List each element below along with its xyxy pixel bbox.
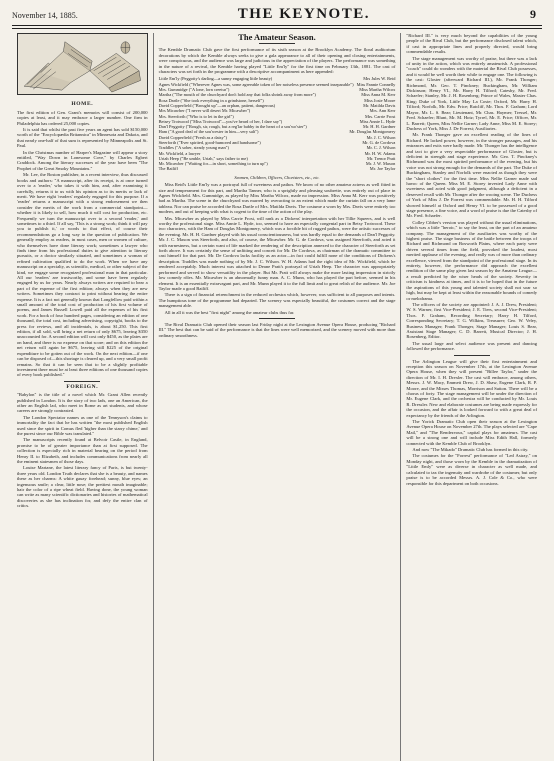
cast-actor: Miss Josie Moore [364,97,396,103]
cast-actor: Mr. Joe Taylor [369,166,396,172]
header-rule [12,25,542,29]
cast-actor: Mr. C. J. Wilson [366,145,396,151]
article-paragraph: And now "The Mikado" Dramatic Club has formed in this city. [412,447,529,453]
column-1 [12,33,153,761]
cast-role: Mrs Micawber ("I never will desert Mr. Micawber") [158,108,251,114]
cast-actor: Mr. G. de Cordova [362,140,396,145]
cast-actor: Mr. H. H. Gardner [362,124,396,130]
article-paragraph: "Babylon" is the title of a novel which Mr. Grant Allen recently published in London. It is the story of two lads, one an American, the other an English lad, who meet in Rome as art students, and whose careers are strongly contrasted. [17,392,148,414]
cast-role: David Copperfield ("Fresh as a daisy") [158,134,227,140]
column-2 [153,33,401,761]
column-3 [400,33,542,761]
article-paragraph: Louise Martane, the latest literary fancy of Paris, is but twenty-three years old. London Truth declares that she is a beauty, and names these as her charms: A white gauzy forehead; sunny, blue eyes; an ingenuous smile; a clear, little nose; the prettiest mouth imaginable; hair the color of a ripe wheat field. Having done, the young woman can write as many scientific dictionaries and histories of mathematical discoveries as she has inclination for, and defy the entire clan of critics. [17,465,148,509]
article-paragraph: The stage management was worthy of praise, but there was a lack of unity in the action, which was entirely amateurish. A professional "coach" could do wonders with the material the Rival Club possesses, and it would be well worth their while to engage one. The following is the cast: Gloster (afterward Richard III.), Mr. Frank Thonger; Richmond, Mr. Geo. T. Pinckney; Buckingham, Mr. William Dickinson; Henry VI., Mr. Harry H. Tilford; Catesby, Mr. Fred. Schaefer; Stanley, Mr. J. H. Rosenberg; Prince of Wales, Master Chas. King; Duke of York, Little May La Coste; Oxford, Mr. Harry H. Tilford; Norfolk, Mr. Edw. Price; Ratcliff, Mr. Thos. F. Graham; Lord Mayor, Mr. L. S. Bear; Lieutenant, Mr. Chas. Haymer; Tressel, Mr. Fred. Schaefer; Blunt, Mr. M. Hotz; Tyrrel, Mr. E. Price; Officer, Mr. L. Barrett; Queen, Miss Nellie Garner; Lady Anne, Miss M. E. Storey; Duchess of York, Miss J. De Forrest; Auxiliaries. [406,55,537,131]
cast-role: Betsey Trotwood ("Miss Trotwood"—you've heard of her, I dare say") [158,118,283,124]
article-paragraph: The manuscripts recently found at Belvoir Castle, in England, promise to be of greater importance than at first supposed. The collection is especially rich in material bearing on the period from Henry II. to Elizabeth, and includes communications from nearly all the eminent statesmen of those days. [17,437,148,464]
section-divider [454,355,490,356]
article-heading: The Amateur Season. [238,32,316,42]
cast-role: David Copperfield ("Brought up"—an orphan, patient, dangerous) [158,102,276,108]
cast-row [159,166,396,171]
cast-note: Seamen, Children, Officers, Choristers, etc., etc. [234,174,320,180]
cast-actor: Mrs Jules W. Reid [363,76,396,82]
article-paragraph: The usual large and select audience was present and dancing followed the performance. [406,340,537,352]
article-paragraph: It is said that whilst the past five years an agent has sold $150,000 worth of the "Encyclopædia Britannica" in Minnesota and Dakota, and that nearly one-half of that sum is represented by Minneapolis and St. Paul. [17,127,148,149]
cast-list [159,76,396,171]
cast-actor: Mr. Douglas Montgomery [349,129,396,135]
cast-actor: Mr. Trenor Pratt [366,155,396,161]
article-paragraph: There is a sign of financial retrenchment in the reduced orchestra which, however, was sufficient to all purposes and intents. The humptious tone of the programme had departed. The scenery was especially beautiful, the costumes correct and the stage management able. [158,292,396,309]
article-paragraph: Mrs. Micawber as played by Miss Carrie Frost, will rank as a Dickens' interpretation with her Tillie Squeers, and is well worthy the professional stage. Miss Annie L. Hyde, too, seemed to have an especially congenial part in Betsy Trotwood. These two characters, with the Ham of Douglas Montgomery, which was a forcible bit of rugged pathos, were the artistic successes of the evening. Mr. H. H. Gardner played with his usual conscientiousness, but was hardly equal to the demands of Dan'l Peggotty. Mr. J. C. Maxon was Steerforth, and also, of course, the Micawber. Mr. G. de Cordova, was assigned Steerforth, and acted it with earnestness, but a certain want of life marked the rendering of the description annexed to the character of Steerforth as set forth above. It was certainly the sense of unfitting and conceit for Mr. De Cordova, as chairman of the dramatic committee to cast himself for that part. Mr. De Cordova lacks facility as an actor—in fact could fulfill none of the conditions of Dickens's description. Traddles was made nothing of by Mr. J. C. Wilson. W. H. Adams had the right idea of Mr. Wickfield, which he rendered acceptably. Much interest was attached to Deane Pratt's portrayal of Uriah Heep. The character was appropriately performed and served to show versatility in the player. But Mr. Pratt will always make the more lasting impression in strictly low comedy rôles. Mr. Micawber is an abnormally funny man. A. C. Munn, who has played the part before, seemed in his element. It is an essentially extravagant part, and Mr. Munn played it to the full limit and to great relish of the audience. Mr. Joe Taylor made a good Bailiff. [158,215,396,291]
cast-role: Mr. Wickfield, a lawyer [158,150,201,156]
cast-role: Traddles ("A sober, steady young man") [158,145,229,151]
article-paragraph: In the Christmas number of Harper's Magazine will appear a story entitled, "Way Down in Lonesome Cove," by Charles Egbert Craddock. Among the literary successes of the year have been "The Prophet of the Great Smoky Mountains." [17,149,148,171]
cast-actor: Miss Martha Wilcox [359,87,396,93]
article-paragraph: The officers of the society are appointed: J. A. J. Drew, President; W. S. Warner, first Vice-President; J. E. Tiers, second Vice-President; Thos. F. Graham, Recording Secretary; Harry H. Tilford, Corresponding Secretary; T. G. Wilkins, Treasurer; Geo. W. Veley, Business Manager; Frank Thonger, Stage Manager; Louis S. Bear, Assistant Stage Manager; C. D. Barrett, Musical Director; J. H. Rosenberg, Editor. [406,301,537,340]
cast-role: Mr. Micawber ("Waiting for—in short, something to turn up") [158,161,268,167]
cast-role: Little Em'ly (Peggotty's darling—a sunny engaging little beauty) [158,76,273,82]
article-paragraph: All in all it was the best "first night" among the amateur clubs thus far. [164,309,295,315]
article-paragraph: "Richard III." is very much beyond the capabilities of the young people of the Rival Club, but the performance disclosed talent which, if cast in appropriate lines and properly directed, would bring commendable results. [406,33,537,55]
article-paragraph: The Kemble Dramatic Club gave the first performance of its sixth season at the Brooklyn Academy. The floral auditorium decorations by which the Kemble always seeks to give a gala appearance to all of their opening and closing entertainments, were conspicuous, and the audience was large and judicious in the appreciation of the players. The performance was something in the nature of a revival, the Kemble having played "Little Em'ly" for the first time on February 13th, 1881. The cast of characters was set forth in the programme with a descriptive accompaniment as here appended: [158,47,396,75]
publication-title: THE KEYNOTE. [237,6,370,22]
article-paragraph: Mr. Frank Thonger gave an excellent reading of the lines of Richard. He lacked power, however, in the stronger passages, and his entrances and exits were badly made. Mr. Thonger has the intelligence and tact to give a very respectable performance of Gloster, but is deficient in strength and stage experience. Mr. Geo. T. Pinckney's Richmond was the most spirited performance of the evening, but his voice was not strong enough for the demands of the part. The Duke of Buckingham, Stanley and Norfolk were enacted as though they were the "short clothes" for the first time. Miss Nellie Garner made sad havoc of the Queen. Miss M. E. Storey invested Lady Anne with sweetness and acted with good judgment, although a deficient in a deserved recall with Mr. Thonger after the wooing scene. The Duchess of York of Miss J. De Forrest was commendable. Mr. H. H. Tilford showed himself at Oxford and Henry VI. to be possessed of a good stage presence, a fine voice, and a word of praise is due the Catesby of Mr. Fred. Schaefer. [406,132,537,219]
article-paragraph: The first edition of Gen. Grant's memoirs will consist of 200,000 copies at least, and it may embrace a larger number. One firm in Philadelphia has ordered 25,000 copies. [17,109,148,126]
cast-role: Mrs. Gummidge ("A lone, lorn creetur") [158,87,230,93]
masthead [12,6,542,24]
section-heading-home: HOME. [71,101,94,108]
cast-actor: Mr. H. W. Adams [364,150,396,156]
article-paragraph: The London Spectator names as one of the Tennyson's claims to immortality the fact that he has written "the most published English used since the spirit in Comus fled 'higher than the starry chime,' and the purest since our Bible was translated." [17,414,148,436]
cast-actor: Miss Fannie Connelly [356,81,396,87]
cast-role: Rosa Dartle ("She took everything in a grindstone, herself") [158,97,264,103]
heading-divider [259,43,295,44]
cast-actor: Mrs. Carrie Frost [365,113,396,119]
section-divider [259,318,295,319]
page-number: 9 [530,7,536,21]
issue-date: November 14, 1885. [12,11,78,20]
cast-role: Steerforth ("Ever spirited, good-humored and handsome") [158,140,261,145]
cast-actor: Mr. J. C. Wilson [366,134,396,140]
cast-role: Uriah Heep ("Be umble, Uriah," says father to me) [158,155,248,161]
section-heading-foreign: FOREIGN. [66,383,99,390]
section-divider [64,381,100,382]
cast-role: The Bailiff [158,166,178,172]
cast-role: Martha ("The mouth of the churchyard don't hold any that folks shrink away from more") [158,92,316,98]
article-paragraph: The Rival Dramatic Club opened their season last Friday night at the Lexington Avenue Opera House, producing "Richard III." The best that can be said of the performance is that the lines were well memorized, and the scenery moved with more than ordinary smoothness. [158,321,396,338]
cast-role: Ham ("A good deal of the sou'wester in him—very salt") [158,129,259,135]
books-engraving [17,33,148,95]
cast-role: Mrs. Steerforth ("Who is to let in the girl") [158,113,234,119]
article-paragraph: The Yorick Dramatic Club open their season at the Lexington Avenue Opera House on November 27th. The plays selected are "Cape Mail," and "The Rendezvous," capital plays for amateurs. The cast will be a strong one and will include Miss Edith Hall, formerly connected with the Kemble Club of Brooklyn. [406,419,537,446]
cast-actor: Mrs. Ann Kerr [369,108,396,114]
article-paragraph: The costumes for the "Forrest" performance of "Led Astray," on Monday night, and those worn by the Kemble in the dramatization of "Little Emly" were as diverse in character as well made, and calculated to tax the ingenuity and wardrobe of the costumer, but only praise is to be accorded Messrs. A. J. Cole & Co., who were responsible for this department on both occasions. [406,453,537,486]
cast-role: Agnes Wickfield ("Wherever Agnes was, some agreeable token of her noiseless presence seemed inseparable") [158,81,354,87]
columns [12,33,542,761]
article-paragraph: Colley Cibber's version was played without the usual eliminations, which was a little "heroic," to say the least, on the part of an amateur company. The management of the auxiliaries was worthy of the highest praise. The stage business of the battle between the troops of Richard and Richmond on Bosworth Plains, where each party were driven several times from the field, provoked the loudest, most merited applause of the evening, and really was of more than ordinary excellence, viewed from the standpoint of the professional stage. In its entirety, however, the performance did approach the excellent rendition of the same play given last season by the Amateur League—a result predicted by the wiser heads of the society. Severity in criticism is kindness at times, and it is to be hoped that in the future the aspirations of this young and talented society shall not soar so high, but may be kept at least within the reasonable bounds of comedy or melodrama. [406,219,537,301]
cast-actor: Miss Anna M. Kerr [361,92,396,98]
article-paragraph: The Arlington League will give their first entertainment and reception this season on November 17th, at the Lexington Avenue Opera House, when they will present "Billee Taylor," under the direction of Mr. I. H. Drexler. The cast will embrace, among others, Messrs. J. W. Macy, Emmett Drew, J. D. Shaw, Eugene Clark, R. P. Moore, and the Misses Thomas, Morrison and Sutton. There will be a chorus of forty. The stage management will be under the direction of Mr. Eugene Clark, and the orchestra will be conducted by Mr. Louis R. Dressler. New and elaborate costumes are being made expressly for the occasion, and the affair is looked forward to with a great deal of expectancy by the friends of the Arlington. [406,358,537,418]
cast-actor: Miss Annie L. Hyde [359,118,396,124]
cast-actor: Mr. Matilda Davis [363,102,396,108]
cast-role: Dan'l Peggotty ("Rough, sir, rough, but a reg'lar babby in the heart of a sou'wo'ster") [158,124,307,130]
article-paragraph: Miss Reid's Little Em'ly was a portrayal full of sweetness and pathos. We know of no other amateur actress as well fitted in size and temperament for this part, and Martha Tanner, who is a sprightly and pleasing soubrette, was entirely out of place in Agnes Wickfield. Mrs. Gummidge, as played by Miss Martha Wilcox, made no impression. Miss Anna M. Kerr was positively bad as Martha. The scene in the churchyard was marred by overacting to an extent which made the curtain fall on a very lame tableau. Nor can praise be accorded the Rosa Dartle of Mrs. Matilda Davis. The costume a worn by Mrs. Davis were entirely too modern, and out of keeping with what is cogent to the time of the action of the play. [158,182,396,215]
article-paragraph: Mr. Lee, the Boston publisher, in a recent interview, thus discussed books and authors: "A manuscript, after its receipt, is at once turned over to a 'reader,' who takes it with him, and, after examining it carefully, returns it to us with his opinion as to its merits or lack of merit. We have eight 'readers' regularly engaged for this purpose. If a 'reader' returns a manuscript with a strong endorsement we then consider the merits of the work from a commercial standpoint—whether it is likely to sell, how much it will cost for production, etc. Frequently we turn the manuscript over to a second 'reader,' and sometimes to a third. If all say, 'This is a strong work; think it will pay you to publish it,' or words to that effect, of course their recommendations go a long way in the question of publication. We generally employ as readers, in most cases, men or women of culture, who themselves have done literary work; sometimes a lawyer who finds time from his professional duties to give attention to literary pursuits, or a doctor similarly situated, and sometimes a woman of refined cultivation qualified to do the work. When we have any manuscript on a specialty, as scientific, medical, or other subject of the kind, we engage some recognized professional man in that particular. All our 'readers' are trustworthy, and some have been regularly engaged by us for years. Nearly always writers are required to bear a part of the expense of the first edition; always when they are new writers. Sometimes they contract to print without bearing the entire expense. It is a fact not generally known that Longfellow paid within a small amount of the total cost of production of his first volume of poems, and James Russell Lowell paid all the expenses of his first work. For a book of four hundred pages, considering an edition of one thousand, the total cost, including advertising, copyright, books to the press for reviews, and all incidentals, is about $1,250. This first edition, if all sold, will bring a net return of only $675, leaving $350 unaccounted for. A second edition will cost only $450, as the plates are on hand, and there is no expense on that score; and on this edition the net return will again be $675, leaving still $225 of the original expenditure to be gotten out of the work. On the next edition—if one can be disposed of—this shortage is cleared up, and a very small profit remains. So that it can be seen that to be a slightly profitable investment there must be at least three editions of one thousand copies of every book published." [17,172,148,378]
cast-actor: Mr. J. W. Maxon [365,161,396,167]
